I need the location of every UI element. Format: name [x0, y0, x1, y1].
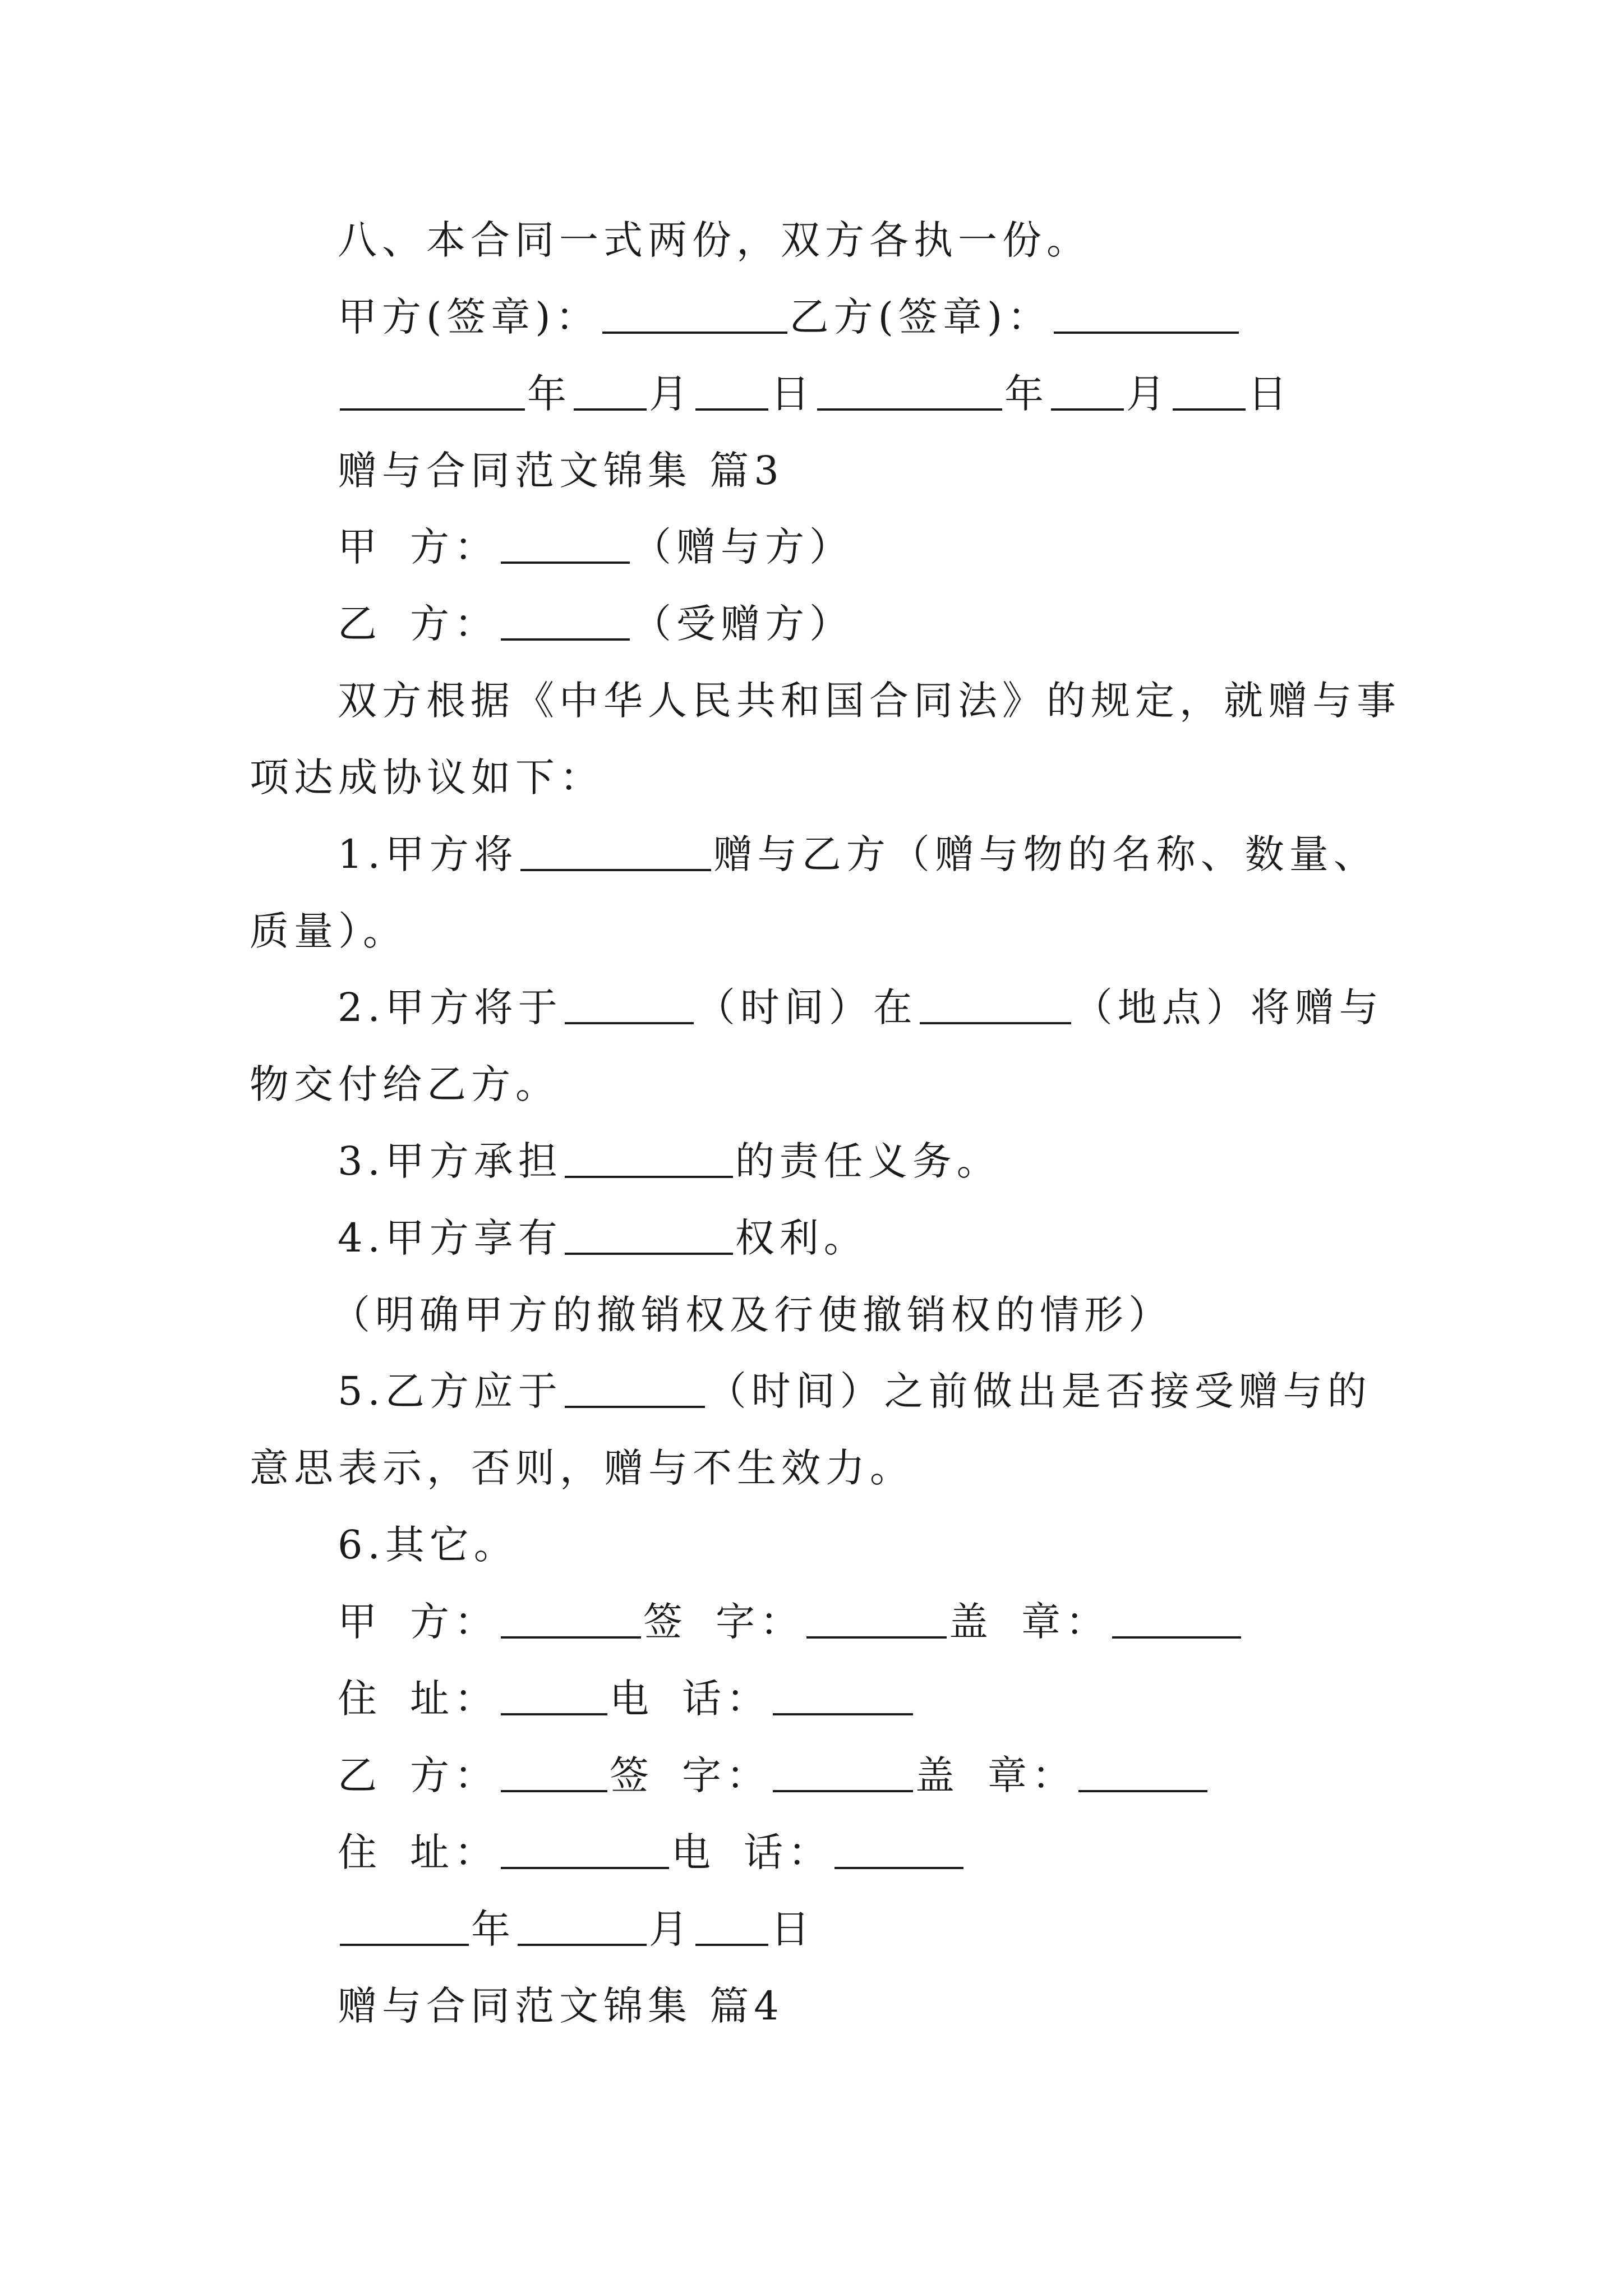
clause-4-line — [0, 1204, 1623, 1272]
year-label: 年 — [1004, 371, 1049, 417]
party-a-label: 甲 — [338, 1599, 382, 1645]
party-b-address-line — [0, 1819, 1623, 1886]
party-a-role: （赠与方） — [632, 524, 854, 570]
clause-1-line-2 — [0, 898, 1623, 965]
day-blank — [695, 1940, 768, 1946]
clause-5-text: 5.乙方应于 — [338, 1368, 562, 1414]
phone-label: 话： — [682, 1676, 771, 1722]
section-heading — [0, 437, 1623, 504]
day-label: 日 — [771, 371, 815, 417]
date-line — [0, 360, 1623, 427]
deadline-blank — [565, 1402, 705, 1408]
party-fang-label: 方： — [410, 601, 499, 647]
clause-5-line-2 — [0, 1434, 1623, 1502]
clause-5-text: （时间）之前做出是否接受赠与的 — [707, 1368, 1372, 1414]
clause-8-line — [0, 206, 1623, 274]
month-label: 月 — [649, 371, 693, 417]
party-a-sign-line — [0, 1588, 1623, 1655]
clause-5-line-1 — [0, 1358, 1623, 1425]
clause-5-text: 意思表示，否则，赠与不生效力。 — [250, 1445, 914, 1491]
clause-2-text: 物交付给乙方。 — [250, 1061, 560, 1107]
sign-label: 签 — [610, 1752, 654, 1798]
clause-1-text: 赠与乙方（赠与物的名称、数量、 — [713, 831, 1378, 877]
seal-label: 盖 — [915, 1752, 960, 1798]
party-a-label: 甲 — [338, 524, 382, 570]
clause-2-text: （时间）在 — [695, 984, 917, 1030]
sign-label: 字： — [716, 1599, 804, 1645]
section-heading — [0, 1972, 1623, 2040]
intro-text: 项达成协议如下： — [250, 754, 604, 800]
party-b-sign-line — [0, 1742, 1623, 1809]
party-a-blank — [501, 558, 630, 564]
phone-label: 电 — [671, 1829, 716, 1875]
party-b-sign-blank — [773, 1787, 913, 1792]
signature-line — [0, 283, 1623, 351]
clause-8-text: 八、本合同一式两份，双方各执一份。 — [338, 217, 1091, 263]
seal-label: 章： — [988, 1752, 1076, 1798]
party-a-seal-blank — [602, 328, 787, 334]
address-label: 住 — [338, 1829, 382, 1875]
clause-3-text: 3.甲方承担 — [338, 1138, 562, 1184]
month-blank — [574, 405, 647, 411]
address-label: 住 — [338, 1676, 382, 1722]
clause-4-note: （明确甲方的撤销权及行使撤销权的情形） — [331, 1292, 1173, 1338]
place-blank — [920, 1019, 1071, 1024]
sign-label: 字： — [682, 1752, 771, 1798]
seal-label: 章： — [1021, 1599, 1110, 1645]
party-b-role: （受赠方） — [632, 601, 854, 647]
section-heading-text: 赠与合同范文锦集 篇4 — [338, 1983, 784, 2029]
year-label: 年 — [471, 1906, 515, 1952]
clause-2-text: （地点）将赠与 — [1073, 984, 1384, 1030]
year-blank — [340, 405, 525, 411]
right-blank — [565, 1249, 733, 1255]
year-blank — [817, 405, 1002, 411]
phone-label: 电 — [610, 1676, 654, 1722]
final-date-line — [0, 1895, 1623, 1963]
party-fang-label: 方： — [410, 524, 499, 570]
month-label: 月 — [1126, 371, 1170, 417]
party-a-sign-blank — [806, 1633, 947, 1639]
month-blank — [1051, 405, 1124, 411]
party-b-line — [0, 590, 1623, 657]
party-a-phone-blank — [773, 1710, 913, 1715]
seal-label: 盖 — [949, 1599, 993, 1645]
time-blank — [565, 1019, 694, 1024]
party-b-seal-blank — [1078, 1787, 1207, 1792]
day-blank — [695, 405, 768, 411]
sign-label: 签 — [643, 1599, 688, 1645]
clause-6-line — [0, 1511, 1623, 1579]
clause-3-line — [0, 1128, 1623, 1195]
party-b-seal-label: 乙方(签章)： — [789, 294, 1052, 340]
year-label: 年 — [527, 371, 571, 417]
party-b-address-blank — [501, 1864, 669, 1869]
party-a-seal-blank — [1112, 1633, 1241, 1639]
party-a-line — [0, 513, 1623, 581]
day-label: 日 — [1248, 371, 1292, 417]
party-a-address-line — [0, 1665, 1623, 1732]
party-b-phone-blank — [834, 1864, 963, 1869]
party-a-address-blank — [501, 1710, 607, 1715]
address-label: 址： — [410, 1676, 499, 1722]
month-blank — [518, 1940, 647, 1946]
clause-4-text: 4.甲方享有 — [338, 1215, 562, 1261]
party-fang-label: 方： — [410, 1752, 499, 1798]
clause-4-note-line — [0, 1281, 1623, 1349]
clause-2-line-2 — [0, 1051, 1623, 1118]
party-a-seal-label: 甲方(签章)： — [338, 294, 600, 340]
phone-label: 话： — [744, 1829, 832, 1875]
clause-6-text: 6.其它。 — [338, 1522, 518, 1568]
clause-1-text: 1.甲方将 — [338, 831, 518, 877]
month-label: 月 — [649, 1906, 693, 1952]
address-label: 址： — [410, 1829, 499, 1875]
intro-line-2 — [0, 744, 1623, 811]
gift-blank — [520, 866, 711, 871]
party-b-label: 乙 — [338, 1752, 382, 1798]
intro-text: 双方根据《中华人民共和国合同法》的规定，就赠与事 — [338, 678, 1401, 724]
clause-2-line-1 — [0, 974, 1623, 1041]
intro-line-1 — [0, 667, 1623, 734]
clause-1-line-1 — [0, 821, 1623, 888]
party-b-seal-blank — [1054, 328, 1239, 334]
section-heading-text: 赠与合同范文锦集 篇3 — [338, 448, 784, 494]
party-b-label: 乙 — [338, 601, 382, 647]
clause-1-text: 质量）。 — [250, 908, 407, 954]
party-b-name-blank — [501, 1787, 607, 1792]
party-a-name-blank — [501, 1633, 641, 1639]
duty-blank — [565, 1172, 733, 1178]
day-blank — [1173, 405, 1246, 411]
day-label: 日 — [771, 1906, 815, 1952]
clause-2-text: 2.甲方将于 — [338, 984, 562, 1030]
clause-3-text: 的责任义务。 — [735, 1138, 1001, 1184]
clause-4-text: 权利。 — [735, 1215, 868, 1261]
party-b-blank — [501, 635, 630, 641]
year-blank — [340, 1940, 469, 1946]
party-fang-label: 方： — [410, 1599, 499, 1645]
